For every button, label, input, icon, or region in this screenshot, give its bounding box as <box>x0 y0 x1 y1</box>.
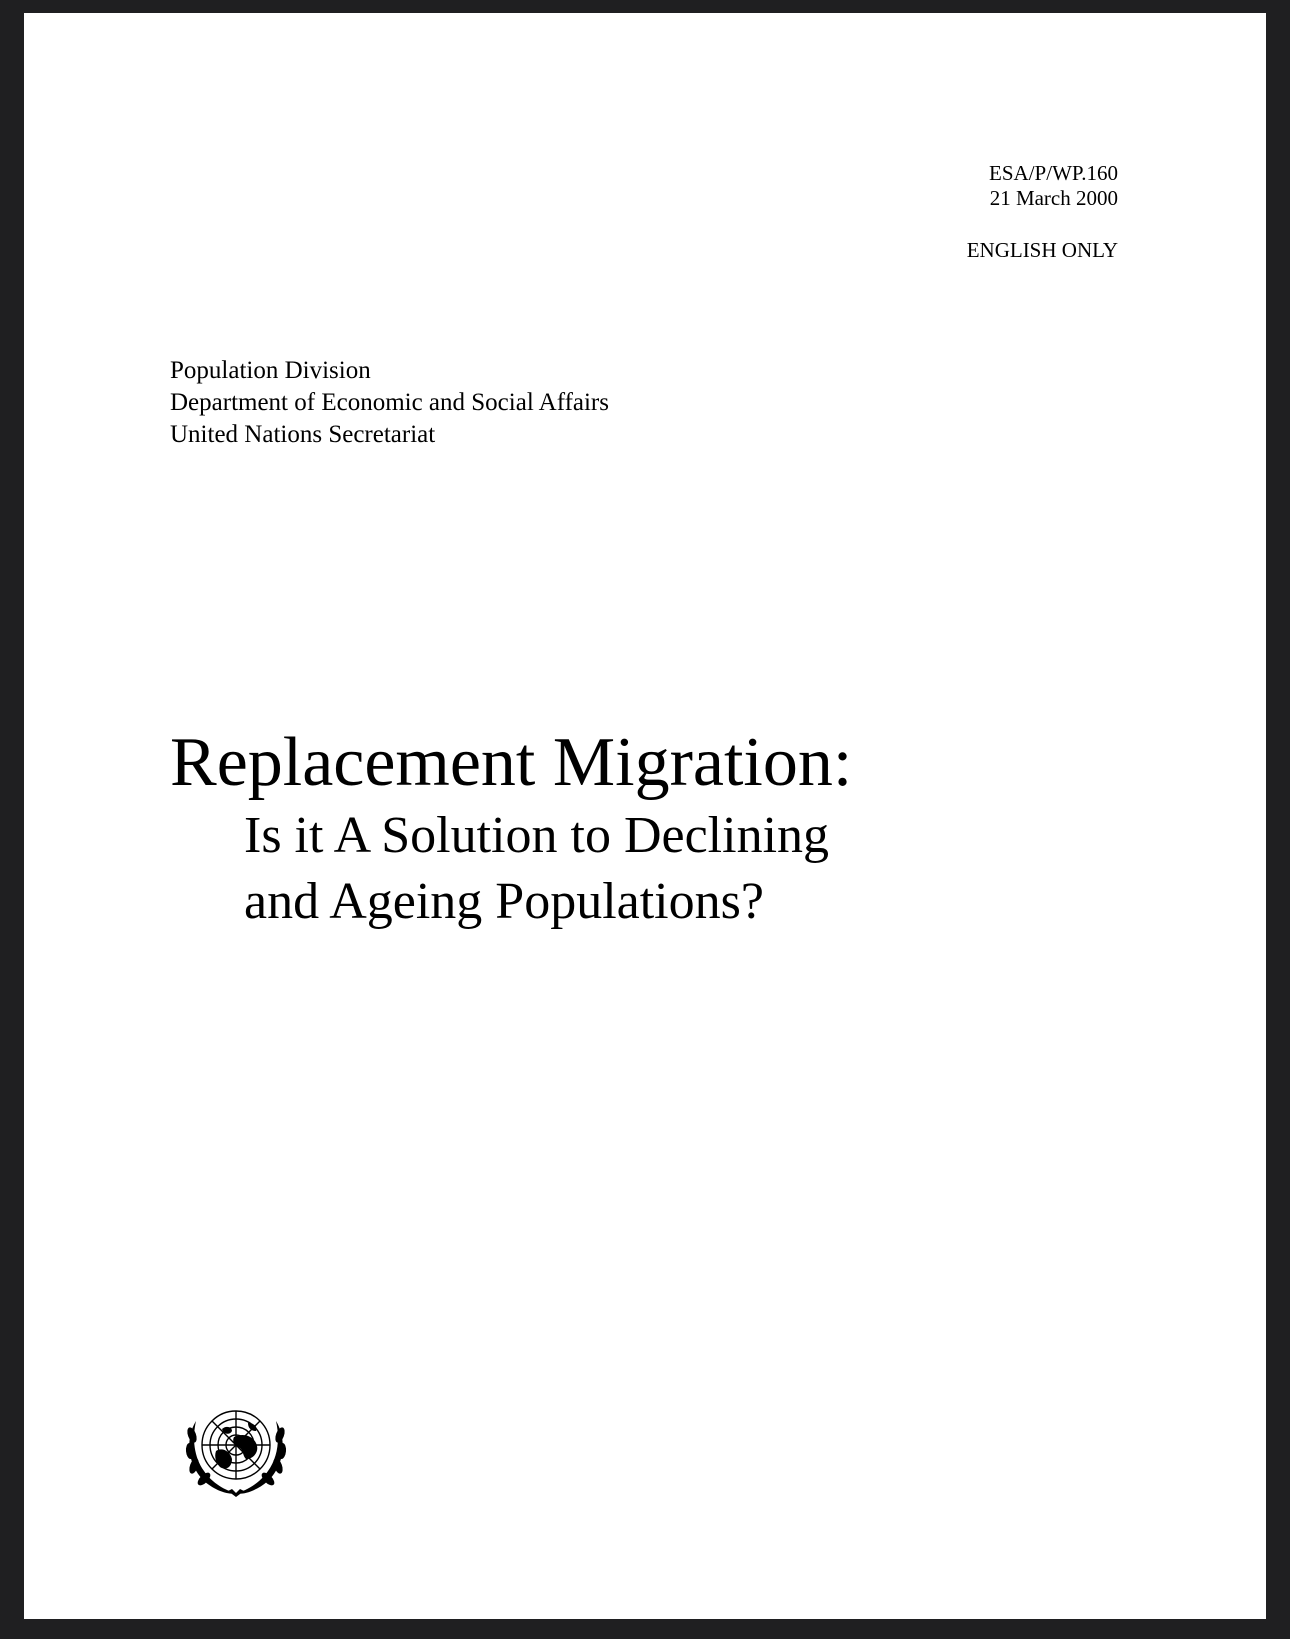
document-date: 21 March 2000 <box>989 186 1118 210</box>
document-title-block <box>170 723 852 935</box>
secretariat-name: United Nations Secretariat <box>170 421 436 448</box>
language-note: ENGLISH ONLY <box>966 238 1118 262</box>
document-reference-block <box>967 161 1118 263</box>
document-subtitle-line-2: and Ageing Populations? <box>244 873 764 930</box>
department-name: Department of Economic and Social Affairs <box>170 389 609 416</box>
document-title: Replacement Migration: <box>170 724 853 801</box>
document-page <box>24 13 1266 1619</box>
division-name: Population Division <box>170 357 371 384</box>
organization-block <box>170 355 609 451</box>
un-emblem-icon <box>182 1401 290 1499</box>
document-symbol: ESA/P/WP.160 <box>989 161 1118 185</box>
document-subtitle-line-1: Is it A Solution to Declining <box>244 807 830 864</box>
